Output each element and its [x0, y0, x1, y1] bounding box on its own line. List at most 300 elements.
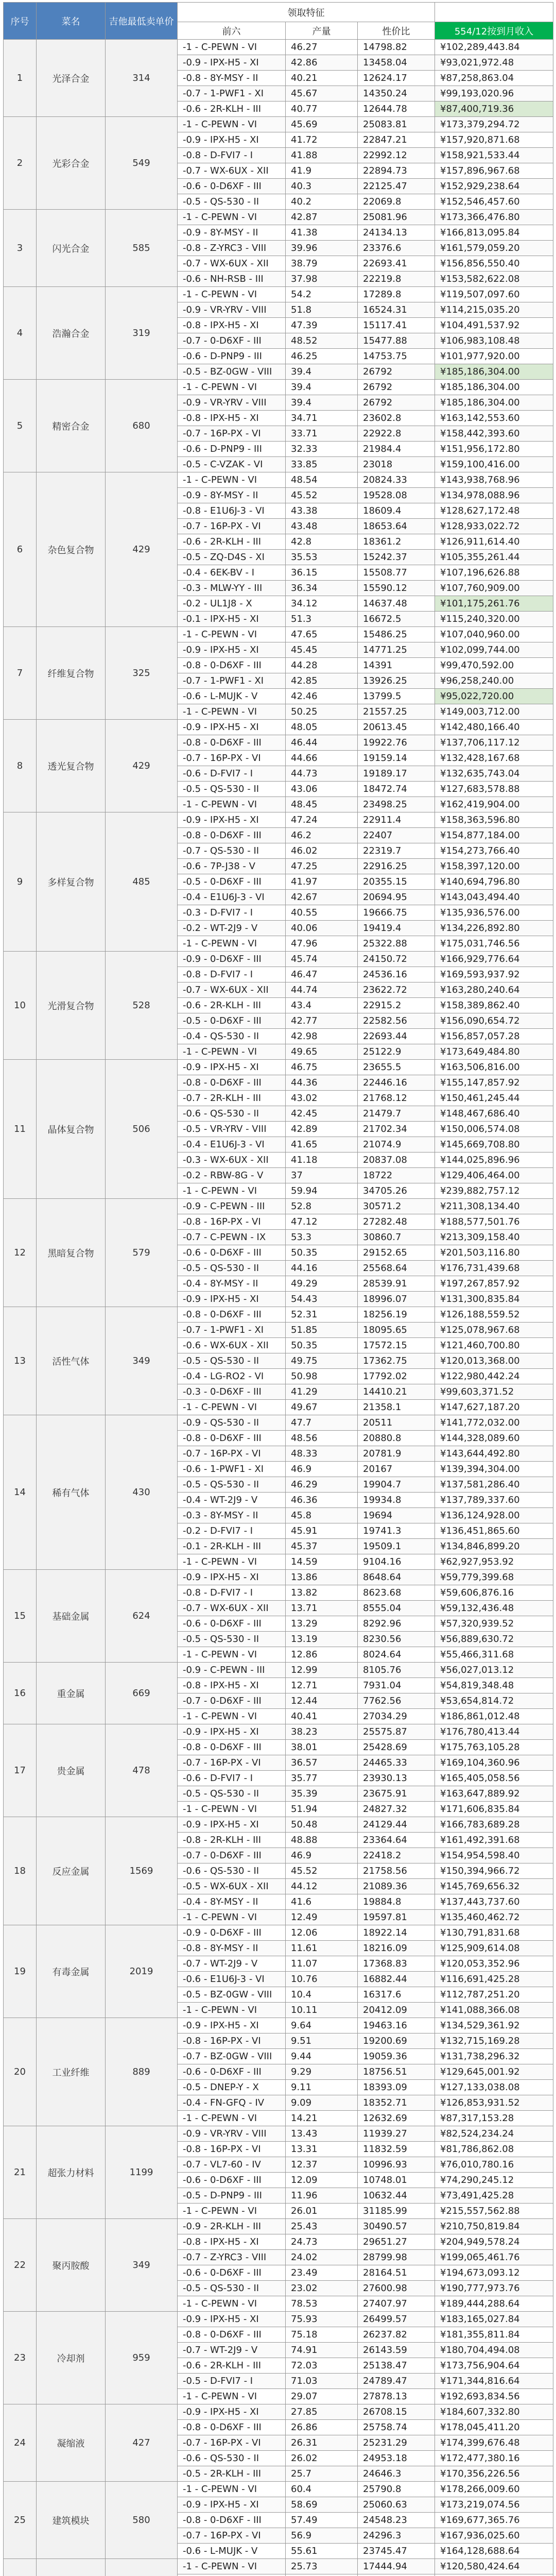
group-name: 光滑复合物	[37, 952, 106, 1060]
ratio-value: 26792	[358, 380, 435, 395]
monthly-income: ¥59,132,436.48	[435, 1601, 553, 1616]
monthly-income: ¥171,606,835.84	[435, 1802, 553, 1817]
group-index: 13	[4, 1307, 37, 1415]
monthly-income: ¥163,506,816.00	[435, 1060, 553, 1075]
ratio-value: 21557.25	[358, 704, 435, 720]
group-index: 3	[4, 210, 37, 287]
ratio-value: 22693.44	[358, 1029, 435, 1044]
station-spec: -0.8 - IPX-H5 - XI	[178, 411, 286, 426]
monthly-income: ¥210,750,819.84	[435, 2219, 553, 2234]
output-value: 48.05	[286, 720, 358, 735]
monthly-income	[435, 2574, 553, 2576]
table-row	[4, 1817, 553, 1833]
ratio-value: 21768.12	[358, 1091, 435, 1106]
group-price: 506	[106, 1060, 178, 1199]
ratio-value: 13926.25	[358, 673, 435, 689]
station-spec: -1 - C-PEWN - VI	[178, 1044, 286, 1060]
group-name: 凝缩液	[37, 2404, 106, 2482]
table-row	[4, 1663, 553, 1678]
output-value: 40.55	[286, 905, 358, 921]
monthly-income: ¥87,400,719.36	[435, 101, 553, 117]
output-value: 59.94	[286, 1183, 358, 1199]
monthly-income: ¥156,090,654.72	[435, 1013, 553, 1029]
station-spec: -0.8 - D-FVI7 - I	[178, 148, 286, 163]
ratio-value: 23745.47	[358, 2544, 435, 2559]
output-value: 48.33	[286, 1446, 358, 1462]
monthly-income: ¥197,267,857.92	[435, 1276, 553, 1292]
header-name: 菜名	[37, 3, 106, 40]
ratio-value: 25790.8	[358, 2482, 435, 2497]
station-spec: -1 - C-PEWN - VI	[178, 1802, 286, 1817]
monthly-income: ¥99,603,371.52	[435, 1384, 553, 1400]
monthly-income: ¥173,219,074.56	[435, 2497, 553, 2513]
station-spec: -1 - C-PEWN - VI	[178, 1709, 286, 1724]
output-value: 75.93	[286, 2312, 358, 2327]
station-spec: -0.7 - WX-6UX - XII	[178, 163, 286, 179]
monthly-income: ¥107,760,909.00	[435, 581, 553, 596]
ratio-value: 24465.33	[358, 1755, 435, 1771]
group-price: 427	[106, 2404, 178, 2482]
output-value: 46.9	[286, 1848, 358, 1863]
ratio-value: 18393.09	[358, 2080, 435, 2095]
table-row	[4, 812, 553, 828]
output-value: 44.66	[286, 751, 358, 766]
table-row	[4, 2482, 553, 2497]
output-value: 58.69	[286, 2497, 358, 2513]
output-value: 43.4	[286, 998, 358, 1013]
station-spec: -0.3 - 8Y-MSY - II	[178, 1508, 286, 1523]
group-name: 晶体复合物	[37, 1060, 106, 1199]
group-index: 11	[4, 1060, 37, 1199]
monthly-income: ¥139,394,304.00	[435, 1462, 553, 1477]
output-value: 57.49	[286, 2513, 358, 2528]
monthly-income: ¥163,647,889.92	[435, 1786, 553, 1802]
monthly-income: ¥134,978,088.96	[435, 488, 553, 503]
output-value: 50.35	[286, 1338, 358, 1353]
output-value: 37.98	[286, 272, 358, 287]
group-index: 2	[4, 117, 37, 210]
monthly-income: ¥170,356,226.56	[435, 2466, 553, 2482]
ratio-value: 22916.25	[358, 859, 435, 874]
monthly-income: ¥62,927,953.92	[435, 1554, 553, 1570]
station-spec: -1 - C-PEWN - VI	[178, 117, 286, 132]
ratio-value: 23675.91	[358, 1786, 435, 1802]
monthly-income: ¥161,492,391.68	[435, 1833, 553, 1848]
output-value: 47.39	[286, 318, 358, 333]
station-spec: -0.6 - 0-D6XF - III	[178, 2173, 286, 2188]
station-spec: -0.6 - QS-530 - II	[178, 1106, 286, 1122]
station-spec: -0.9 - QS-530 - II	[178, 1415, 286, 1431]
group-index: 4	[4, 287, 37, 380]
table-row	[4, 40, 553, 55]
station-spec: -0.9 - VR-YRV - VIII	[178, 395, 286, 411]
monthly-income: ¥184,607,332.80	[435, 2404, 553, 2420]
ratio-value: 22219.8	[358, 272, 435, 287]
monthly-income: ¥157,896,967.68	[435, 163, 553, 179]
output-value: 41.9	[286, 163, 358, 179]
monthly-income: ¥126,853,931.52	[435, 2095, 553, 2111]
group-index: 19	[4, 1925, 37, 2018]
table-row	[4, 117, 553, 132]
table-row	[4, 1307, 553, 1323]
monthly-income: ¥141,772,032.00	[435, 1415, 553, 1431]
station-spec: -0.7 - WX-6UX - XII	[178, 256, 286, 272]
station-spec: -0.6 - D-PNP9 - III	[178, 349, 286, 364]
station-spec: -0.6 - 2R-KLH - III	[178, 534, 286, 550]
station-spec: -0.7 - 0-D6XF - III	[178, 1693, 286, 1709]
monthly-income: ¥134,846,899.20	[435, 1539, 553, 1554]
ratio-value: 24296.3	[358, 2528, 435, 2544]
output-value: 40.21	[286, 71, 358, 86]
output-value: 10.76	[286, 1972, 358, 1987]
output-value: 12.06	[286, 1925, 358, 1941]
table-row	[4, 1060, 553, 1075]
monthly-income: ¥189,444,288.64	[435, 2296, 553, 2312]
station-spec: -0.4 - 6EK-BV - I	[178, 565, 286, 581]
station-spec: -0.7 - 16P-PX - VI	[178, 2435, 286, 2451]
group-index: 21	[4, 2126, 37, 2219]
ratio-value: 25122.9	[358, 1044, 435, 1060]
ratio-value: 19159.14	[358, 751, 435, 766]
output-value: 26.01	[286, 2204, 358, 2219]
group-price: 669	[106, 1663, 178, 1724]
group-index: 7	[4, 627, 37, 720]
output-value: 78.53	[286, 2296, 358, 2312]
group-name: 光彩合金	[37, 117, 106, 210]
output-value: 44.28	[286, 658, 358, 673]
monthly-income: ¥135,936,576.00	[435, 905, 553, 921]
ratio-value: 18653.64	[358, 519, 435, 534]
ratio-value: 10748.01	[358, 2173, 435, 2188]
ratio-value: 19904.7	[358, 1477, 435, 1493]
ratio-value: 18609.4	[358, 503, 435, 519]
monthly-income: ¥112,787,251.20	[435, 1987, 553, 2003]
station-spec: -0.9 - 8Y-MSY - II	[178, 225, 286, 241]
header-col-b: 产量	[286, 22, 358, 40]
ratio-value: 22693.41	[358, 256, 435, 272]
station-spec: -1 - C-PEWN - VI	[178, 936, 286, 952]
station-spec: -0.8 - E1U6J-3 - VI	[178, 503, 286, 519]
ratio-value: 25081.96	[358, 210, 435, 225]
monthly-income: ¥81,786,862.08	[435, 2142, 553, 2157]
ratio-value: 21074.9	[358, 1137, 435, 1153]
monthly-income: ¥144,025,896.96	[435, 1153, 553, 1168]
group-name: 基础金属	[37, 1570, 106, 1663]
output-value: 45.52	[286, 488, 358, 503]
station-spec: -1 - C-PEWN - VI	[178, 210, 286, 225]
ratio-value: 24134.13	[358, 225, 435, 241]
monthly-income: ¥173,756,904.64	[435, 2358, 553, 2374]
station-spec: -0.8 - 0-D6XF - III	[178, 828, 286, 843]
monthly-income: ¥175,031,746.56	[435, 936, 553, 952]
table-row	[4, 1415, 553, 1431]
monthly-income: ¥122,980,442.24	[435, 1369, 553, 1384]
group-name	[37, 2559, 106, 2576]
monthly-income: ¥128,933,022.72	[435, 519, 553, 534]
ratio-value: 19597.81	[358, 1910, 435, 1925]
monthly-income: ¥155,147,857.92	[435, 1075, 553, 1091]
ratio-value: 22446.16	[358, 1075, 435, 1091]
monthly-income: ¥137,443,737.60	[435, 1894, 553, 1910]
table-row	[4, 380, 553, 395]
monthly-income: ¥101,175,261.76	[435, 596, 553, 612]
ratio-value: 8648.64	[358, 1570, 435, 1585]
header-blank	[435, 3, 553, 22]
station-spec: -0.6 - D-FVI7 - I	[178, 766, 286, 782]
station-spec: -0.7 - QS-530 - II	[178, 843, 286, 859]
ratio-value: 18472.74	[358, 782, 435, 797]
monthly-income: ¥199,065,461.76	[435, 2250, 553, 2265]
ratio-value: 21702.34	[358, 1122, 435, 1137]
station-spec: -0.7 - WX-6UX - XII	[178, 982, 286, 998]
monthly-income: ¥185,186,304.00	[435, 364, 553, 380]
monthly-income: ¥59,606,876.16	[435, 1585, 553, 1601]
station-spec: -0.2 - RBW-8G - V	[178, 1168, 286, 1183]
ratio-value: 26237.82	[358, 2327, 435, 2343]
output-value: 43.48	[286, 519, 358, 534]
monthly-income: ¥164,128,688.64	[435, 2544, 553, 2559]
ratio-value: 22847.21	[358, 132, 435, 148]
table-row	[4, 472, 553, 488]
group-name: 贵金属	[37, 1724, 106, 1817]
ratio-value: 20694.95	[358, 890, 435, 905]
monthly-income: ¥119,507,097.60	[435, 287, 553, 302]
output-value: 41.38	[286, 225, 358, 241]
station-spec: -0.4 - QS-530 - II	[178, 1029, 286, 1044]
station-spec: -0.5 - 0-D6XF - III	[178, 874, 286, 890]
output-value: 45.8	[286, 1508, 358, 1523]
monthly-income: ¥126,188,559.52	[435, 1307, 553, 1323]
monthly-income: ¥56,027,013.12	[435, 1663, 553, 1678]
station-spec: -1 - C-PEWN - VI	[178, 2111, 286, 2126]
station-spec: -1 - C-PEWN - VI	[178, 380, 286, 395]
station-spec: -0.4 - 8Y-MSY - II	[178, 1276, 286, 1292]
output-value: 35.53	[286, 550, 358, 565]
output-value: 12.99	[286, 1663, 358, 1678]
monthly-income: ¥87,258,863.04	[435, 71, 553, 86]
monthly-income: ¥152,546,457.60	[435, 194, 553, 210]
output-value: 46.9	[286, 1462, 358, 1477]
ratio-value: 20511	[358, 1415, 435, 1431]
ratio-value: 27282.48	[358, 1214, 435, 1230]
station-spec: -0.5 - VR-YRV - VIII	[178, 1122, 286, 1137]
output-value: 43.38	[286, 503, 358, 519]
monthly-income: ¥163,142,553.60	[435, 411, 553, 426]
output-value: 51.94	[286, 1802, 358, 1817]
output-value: 44.36	[286, 1075, 358, 1091]
output-value: 47.25	[286, 859, 358, 874]
output-value: 50.25	[286, 704, 358, 720]
monthly-income: ¥132,428,167.68	[435, 751, 553, 766]
group-name: 超张力材料	[37, 2126, 106, 2219]
station-spec: -0.9 - VR-YRV - VIII	[178, 302, 286, 318]
output-value: 45.67	[286, 86, 358, 101]
station-spec: -0.9 - IPX-H5 - XI	[178, 1060, 286, 1075]
station-spec: -0.9 - IPX-H5 - XI	[178, 812, 286, 828]
output-value: 10.11	[286, 2003, 358, 2018]
monthly-income: ¥137,789,337.60	[435, 1493, 553, 1508]
group-name: 有毒金属	[37, 1925, 106, 2018]
ratio-value: 24150.72	[358, 952, 435, 967]
output-value: 72.03	[286, 2358, 358, 2374]
ratio-value: 24827.32	[358, 1802, 435, 1817]
ratio-value: 24536.16	[358, 967, 435, 982]
monthly-income: ¥107,196,626.88	[435, 565, 553, 581]
group-index: 14	[4, 1415, 37, 1570]
ratio-value: 20781.9	[358, 1446, 435, 1462]
group-index: 20	[4, 2018, 37, 2126]
monthly-income: ¥145,669,708.80	[435, 1137, 553, 1153]
group-index: 10	[4, 952, 37, 1060]
output-value: 55.61	[286, 2544, 358, 2559]
ratio-value: 12644.78	[358, 101, 435, 117]
station-spec: -1 - C-PEWN - VI	[178, 1554, 286, 1570]
table-row	[4, 1724, 553, 1740]
ratio-value: 21358.1	[358, 1400, 435, 1415]
ratio-value: 30571.2	[358, 1199, 435, 1214]
ratio-value: 20613.45	[358, 720, 435, 735]
station-spec: -0.8 - D-FVI7 - I	[178, 1585, 286, 1601]
output-value: 40.06	[286, 921, 358, 936]
monthly-income: ¥57,320,939.52	[435, 1616, 553, 1632]
output-value: 12.37	[286, 2157, 358, 2173]
station-spec: -0.7 - BZ-0GW - VIII	[178, 2049, 286, 2064]
ratio-value: 11939.27	[358, 2126, 435, 2142]
group-name: 闪光合金	[37, 210, 106, 287]
output-value: 39.4	[286, 364, 358, 380]
monthly-income: ¥107,040,960.00	[435, 627, 553, 642]
monthly-income: ¥166,929,776.64	[435, 952, 553, 967]
monthly-income: ¥55,466,311.68	[435, 1647, 553, 1663]
monthly-income: ¥120,580,424.64	[435, 2559, 553, 2574]
ratio-value: 14637.48	[358, 596, 435, 612]
station-spec: -1 - C-PEWN - VI	[178, 1647, 286, 1663]
output-value: 38.23	[286, 1724, 358, 1740]
group-price: 549	[106, 117, 178, 210]
output-value: 25.73	[286, 2559, 358, 2574]
output-value: 50.35	[286, 1245, 358, 1261]
station-spec: -0.7 - VL7-60 - IV	[178, 2157, 286, 2173]
monthly-income: ¥93,021,972.48	[435, 55, 553, 71]
group-price: 959	[106, 2312, 178, 2404]
group-price: 2019	[106, 1925, 178, 2018]
station-spec: -0.5 - QS-530 - II	[178, 1786, 286, 1802]
station-spec: -0.8 - 8Y-MSY - II	[178, 71, 286, 86]
ratio-value: 13458.04	[358, 55, 435, 71]
station-spec: -0.8 - 0-D6XF - III	[178, 1307, 286, 1323]
output-value: 14.21	[286, 2111, 358, 2126]
station-spec: -0.3 - MLW-YY - III	[178, 581, 286, 596]
monthly-income: ¥150,461,245.44	[435, 1091, 553, 1106]
station-spec: -0.8 - IPX-H5 - XI	[178, 1678, 286, 1693]
station-spec: -0.7 - Z-YRC3 - VIII	[178, 2250, 286, 2265]
station-spec: -1 - C-PEWN - VI	[178, 627, 286, 642]
output-value: 41.29	[286, 1384, 358, 1400]
station-spec: -0.5 - QS-530 - II	[178, 2281, 286, 2296]
monthly-income: ¥129,645,001.92	[435, 2064, 553, 2080]
ratio-value: 19528.08	[358, 488, 435, 503]
monthly-income: ¥54,819,348.48	[435, 1678, 553, 1693]
output-value: 47.96	[286, 936, 358, 952]
station-spec: -0.5 - BZ-0GW - VIII	[178, 1987, 286, 2003]
output-value: 48.52	[286, 333, 358, 349]
monthly-income: ¥53,654,814.72	[435, 1693, 553, 1709]
monthly-income: ¥125,078,967.68	[435, 1323, 553, 1338]
monthly-income: ¥116,691,425.28	[435, 1972, 553, 1987]
header-col-d: 554/12按到月收入	[435, 22, 553, 40]
output-value: 48.45	[286, 797, 358, 812]
station-spec: -0.7 - WX-6UX - XII	[178, 1601, 286, 1616]
ratio-value: 22125.47	[358, 179, 435, 194]
output-value: 40.2	[286, 194, 358, 210]
output-value: 46.29	[286, 1477, 358, 1493]
ratio-value: 7762.56	[358, 1693, 435, 1709]
output-value: 44.74	[286, 982, 358, 998]
ratio-value: 21984.4	[358, 442, 435, 457]
output-value: 37	[286, 1168, 358, 1183]
monthly-income: ¥102,289,443.84	[435, 40, 553, 55]
group-index: 22	[4, 2219, 37, 2312]
monthly-income: ¥173,649,484.80	[435, 1044, 553, 1060]
station-spec: -0.1 - IPX-H5 - XI	[178, 612, 286, 627]
ratio-value: 24548.23	[358, 2513, 435, 2528]
monthly-income: ¥149,003,712.00	[435, 704, 553, 720]
monthly-income: ¥141,088,366.08	[435, 2003, 553, 2018]
output-value: 45.74	[286, 952, 358, 967]
station-spec: -0.4 - WT-2J9 - V	[178, 1493, 286, 1508]
output-value: 39.4	[286, 395, 358, 411]
station-spec: -0.8 - 0-D6XF - III	[178, 2327, 286, 2343]
monthly-income: ¥102,099,744.00	[435, 642, 553, 658]
monthly-income: ¥148,467,686.40	[435, 1106, 553, 1122]
monthly-income: ¥95,022,720.00	[435, 689, 553, 704]
station-spec: -0.8 - 0-D6XF - III	[178, 2513, 286, 2528]
station-spec: -0.7 - 0-D6XF - III	[178, 333, 286, 349]
monthly-income: ¥126,911,614.40	[435, 534, 553, 550]
table-row	[4, 2018, 553, 2033]
ratio-value: 17572.15	[358, 1338, 435, 1353]
group-index: 8	[4, 720, 37, 812]
ratio-value: 8623.68	[358, 1585, 435, 1601]
station-spec: -0.8 - 0-D6XF - III	[178, 658, 286, 673]
monthly-income: ¥142,480,166.40	[435, 720, 553, 735]
station-spec: -0.9 - 2R-KLH - III	[178, 2219, 286, 2234]
station-spec: -0.5 - QS-530 - II	[178, 782, 286, 797]
station-spec: -0.7 - WT-2J9 - V	[178, 1956, 286, 1972]
ratio-value	[358, 2574, 435, 2576]
monthly-income: ¥178,266,009.60	[435, 2482, 553, 2497]
station-spec: -0.7 - 16P-PX - VI	[178, 1755, 286, 1771]
station-spec: -0.5 - 0-D6XF - III	[178, 1013, 286, 1029]
ratio-value: 22418.2	[358, 1848, 435, 1863]
station-spec: -0.5 - QS-530 - II	[178, 1632, 286, 1647]
station-spec: -0.8 - 0-D6XF - III	[178, 2420, 286, 2435]
ratio-value: 20880.8	[358, 1431, 435, 1446]
ratio-value: 23655.5	[358, 1060, 435, 1075]
station-spec: -0.9 - IPX-H5 - XI	[178, 1724, 286, 1740]
station-spec: -0.5 - BZ-0GW - VIII	[178, 364, 286, 380]
monthly-income: ¥59,779,399.68	[435, 1570, 553, 1585]
monthly-income: ¥157,920,871.68	[435, 132, 553, 148]
group-price: 1569	[106, 1817, 178, 1925]
output-value: 44.16	[286, 1261, 358, 1276]
monthly-income: ¥128,627,172.48	[435, 503, 553, 519]
station-spec: -0.9 - 0-D6XF - III	[178, 1925, 286, 1941]
output-value: 25.43	[286, 2219, 358, 2234]
group-name: 聚丙胺酸	[37, 2219, 106, 2312]
group-name: 光泽合金	[37, 40, 106, 117]
group-name: 重金属	[37, 1663, 106, 1724]
